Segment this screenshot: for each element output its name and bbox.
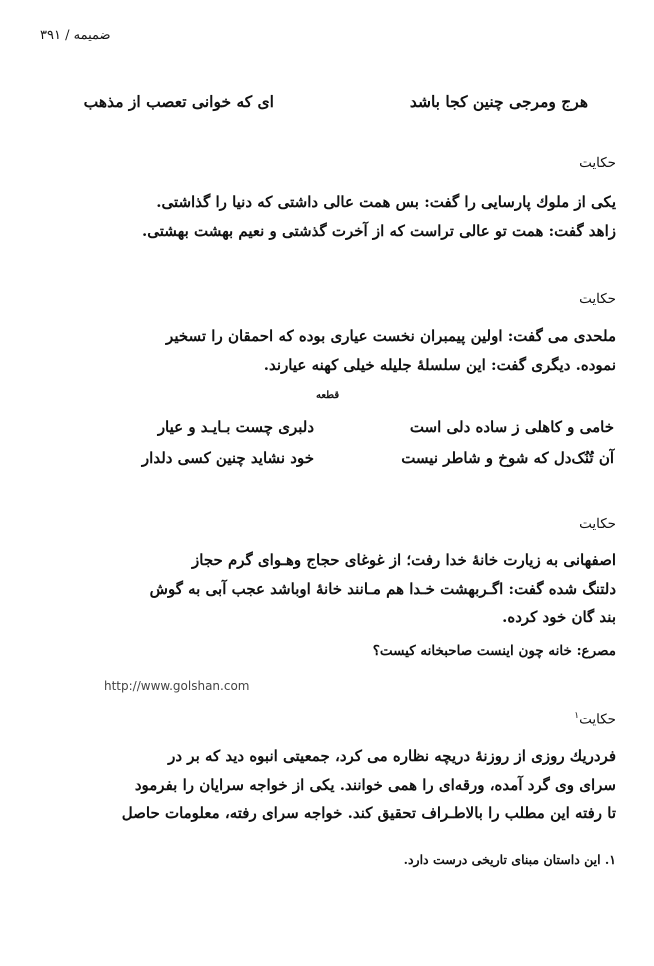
story-heading: حکایت xyxy=(579,516,616,532)
paragraph-line: زاهد گفت: همت تو عالی تراست که از آخرت گذشتی و نعیم بهشت بهشتی. xyxy=(142,221,616,240)
footnote: ۱. این داستان مبنای تاریخی درست دارد. xyxy=(403,852,616,867)
poem-row xyxy=(34,449,614,475)
story-paragraph xyxy=(40,322,616,379)
story-heading: حکایت xyxy=(579,155,616,171)
story-heading: حکایت xyxy=(579,711,616,728)
paragraph-line: سرای وی گرد آمده، ورقه‌ای را همی خوانند. یکی از خواجه سرایان را بفرمود xyxy=(134,775,616,794)
misra-line: مصرع: خانه چون اینست صاحبخانه کیست؟ xyxy=(372,643,616,659)
story-paragraph xyxy=(40,742,616,828)
poem-right-hemistich: آن تُنُک‌دل که شوخ و شاطر نیست xyxy=(401,449,614,467)
footnote-mark: ۱ xyxy=(574,711,580,721)
story-heading-with-footnote xyxy=(574,711,616,728)
paragraph-line: دلتنگ شده گفت: اگـربهشت خـدا هم مـانند خانۀ اوباشد عجب آبی به گوش xyxy=(149,579,616,598)
paragraph-line: یکی از ملوك پارسایی را گفت: بس همت عالی داشتی که دنیا را گذاشتی. xyxy=(156,193,616,211)
paragraph-line: نموده. دیگری گفت: این سلسلۀ جلیله خیلی کهنه عیارند. xyxy=(263,355,616,374)
opening-verse xyxy=(48,92,588,116)
page-header: ضمیمه / ۳۹۱ xyxy=(40,28,111,43)
paragraph-line: فردریك روزی از روزنۀ دریچه نظاره می کرد، جمعیتی انبوه دید که بر در xyxy=(168,747,616,765)
story-heading: حکایت xyxy=(579,291,616,307)
paragraph-line: ملحدی می گفت: اولین پیمبران نخست عیاری بوده که احمقان را تسخیر xyxy=(166,327,616,345)
poem-label: قطعه xyxy=(316,390,340,401)
poem-right-hemistich: خامی و کاهلی ز ساده دلی است xyxy=(409,418,614,436)
story-paragraph xyxy=(40,546,616,632)
verse-left-hemistich: ای که خوانی تعصب از مذهب xyxy=(83,92,274,111)
story-paragraph xyxy=(40,188,616,245)
watermark-url: http://www.golshan.com xyxy=(104,679,250,693)
paragraph-line: بند گان خود کرده. xyxy=(502,608,616,626)
verse-right-hemistich: هرج ومرجی چنین کجا باشد xyxy=(409,92,588,111)
poem-left-hemistich: دلبری چست بـایـد و عیار xyxy=(157,418,314,436)
paragraph-line: اصفهانی به زیارت خانۀ خدا رفت؛ از غوغای حجاج وهـوای گرم حجاز xyxy=(192,551,616,569)
poem-left-hemistich: خود نشاید چنین کسی دلدار xyxy=(141,449,314,467)
paragraph-line: تا رفته این مطلب را بالاطـراف تحقیق کند. خواجه سرای رفته، معلومات حاصل xyxy=(121,804,616,822)
poem-row xyxy=(34,418,614,444)
